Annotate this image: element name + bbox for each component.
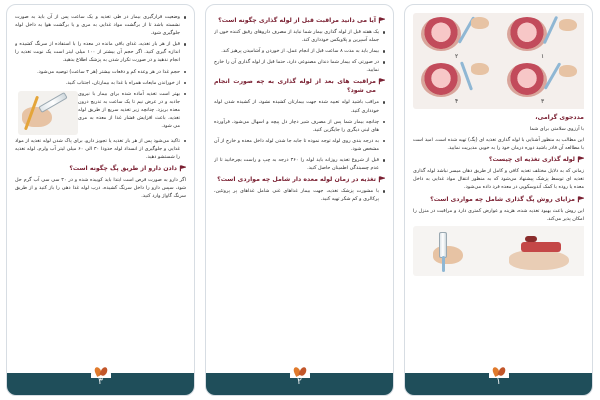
section-heading-text: لوله گذاری تغذیه ای چیست؟ <box>488 156 575 164</box>
figure-number: ۲ <box>455 53 459 60</box>
panel-2-body <box>214 13 385 369</box>
list-item: حجم غذا در هر وعده کم و دفعات بیشتر (هر ۳ ساعت) توصیه می‌شود. <box>15 68 186 76</box>
figure-number: ۳ <box>541 98 545 105</box>
section-heading-before <box>214 16 385 25</box>
brochure-panel-1 <box>404 4 593 396</box>
section-heading-foods <box>214 175 385 184</box>
panel-footer <box>405 373 592 395</box>
brand-logo <box>290 364 310 378</box>
section-heading-text: تغذیه در زمان لوله معده دار شامل چه مواردی است؟ <box>217 176 376 184</box>
section-heading-text: مراقبت های بعد از لوله گذاری به چه صورت انجام می شود؟ <box>214 78 376 95</box>
list-item: بیمار باید به مدت ۸ ساعت قبل از انجام عمل، از خوردن و آشامیدن پرهیز کند. <box>214 47 385 55</box>
flag-icon <box>378 78 385 85</box>
list-item: چنانچه بیمار شما پس از مصرف شیر دچار دل پیچه و اسهال می‌شود، فرآورده های لبنی دیگری را جایگزین کنید. <box>214 118 385 134</box>
page-number: ۲ <box>297 377 302 387</box>
section-heading-what <box>413 155 584 164</box>
section-heading-benefits <box>413 195 584 204</box>
brochure-panel-2 <box>205 4 394 396</box>
list-item: بهتر است تغذیه آماده شده برای بیمار با نیروی جاذبه و در عرض نیم تا یک ساعت به تدریج درون معده بریزد. چنانچه زیر تغذیه سریع از طریق لوله تغذیه، باعث افزایش فشار غذا از معده به مری می شود. <box>15 90 186 130</box>
figure-number: ۱ <box>541 53 545 60</box>
list-item: در صورتی که بیمار شما دندان مصنوعی دارد، حتما قبل از لوله گذاری آن را خارج نمایید. <box>214 58 385 74</box>
benefits-paragraph: این روش باعث بهبود تغذیه شده، هزینه و عوارض کمتری دارد و مراقبت در منزل را امکان پذیر می‌کند. <box>413 207 584 222</box>
list-item: از خوراندن مایعات همراه با غذا به بیمارتان، اجتناب کنید. <box>15 79 186 87</box>
panel-3-body <box>15 13 186 369</box>
flag-icon <box>378 176 385 183</box>
page-number: ۱ <box>496 377 501 387</box>
flag-icon <box>378 17 385 24</box>
section-heading-medication <box>15 164 186 173</box>
feeding-section <box>15 90 186 137</box>
list-item: تاکید می‌شود پس از هر بار تغذیه یا تجویز دارو، برای پاک شدن لوله تغذیه از مواد غذایی و جلوگیری از انسداد لوله حدودا ۳۰ الی ۶۰ میلی لیتر آب ولرم، لوله تغذیه را شستشو دهید. <box>15 137 186 161</box>
panel-1-body <box>413 13 584 369</box>
figure-number: ۴ <box>455 98 459 105</box>
intro-paragraph: این مطالب به منظور آشنایی با لوله گذاری تغذیه ای (پگ) تهیه شده است. امید است با مطالعه آن قادر باشید دوره درمان خود را به خوبی مدیریت نمایید. <box>413 137 584 152</box>
panel-footer <box>206 373 393 395</box>
greeting-title: مددجوی گرامی، <box>535 114 584 121</box>
panel-1-text <box>413 113 584 223</box>
panel-footer <box>7 373 194 395</box>
list-item: وضعیت قرارگیری بیمار در طی تغذیه و یک ساعت پس از آن باید به صورت نشسته باشد تا از برگشت مواد غذایی به مری و یا برگشت هوا به داخل لوله جلوگیری شود. <box>15 13 186 37</box>
greeting-line: با آرزوی سلامتی برای شما <box>529 126 584 132</box>
list-item: با مشورت پزشک تغذیه، جهت بیمار غذاهای غنی شامل غذاهای پر پروتئین، پرکالری و کم شکر تهیه کنید. <box>214 187 385 203</box>
list-item: به درجه بندی روی لوله توجه نموده تا جابه جا شدن لوله داخل معده و خارج از آن مشخص شود. <box>214 137 385 153</box>
endoscopy-illustration <box>413 13 584 109</box>
list-item: قبل از هر بار تغذیه، غذای باقی مانده در معده را با استفاده از سرنگ کشیده و اندازه گیری کنید. اگر حجم آن بیشتر از ۱۰۰ میلی لیتر است یک نوبت تغذیه را انجام ندهید و در صورت تکرار شدن به پزشک اطلاع بدهید. <box>15 40 186 64</box>
flag-icon <box>179 165 186 172</box>
brochure-panel-3 <box>6 4 195 396</box>
brand-logo <box>91 364 111 378</box>
list-item: یک هفته قبل از لوله گذاری بیمار شما نباید از مصرف داروهای رقیق کننده خون از جمله آسپرین و پلاویکس خودداری کند. <box>214 28 385 44</box>
medication-paragraph: اگر دارو به صورت قرص است ابتدا باید کوبیده شده و در ۳۰ سی سی آب گرم حل شود، سپس دارو را داخل سرنگ کشیده، درب لوله غذا دهی را باز کنید و از طریق سرنگ گاواژ وارد کنید. <box>15 177 186 200</box>
section-heading-text: مزایای روش پگ گذاری شامل چه مواردی است؟ <box>430 195 575 203</box>
what-paragraph: زمانی که به دلایل مختلف تغذیه کافی و کامل از طریق دهان میسر نباشد لوله گذاری تغذیه ای توسط پزشک پیشنهاد می‌شود که به منظور انتقال مواد غذایی به داخل معده یا روده با کمک آندوسکوپی در معده فرد داده می‌شود. <box>413 168 584 191</box>
section-heading-text: دادن دارو از طریق پگ چگونه است؟ <box>69 165 177 173</box>
list-item: قبل از شروع تغذیه روزانه باید لوله را ۳۶۰ درجه به چپ و راست بچرخانید تا از عدم چسبندگی اطمینان حاصل کنید. <box>214 156 385 172</box>
flag-icon <box>577 156 584 163</box>
list-item: مراقب باشید لوله تعبیه شده جهت بیمارتان کشیده نشود، از کشیده شدن لوله خودداری کنید. <box>214 98 385 114</box>
brand-logo <box>489 364 509 378</box>
syringe-feeding-illustration <box>413 226 584 276</box>
section-heading-text: آیا می دانید مراقبت قبل از لوله گذاری چگونه است؟ <box>218 17 376 24</box>
flag-icon <box>577 196 584 203</box>
section-heading-after <box>214 77 385 95</box>
page-number: ۳ <box>98 377 103 387</box>
